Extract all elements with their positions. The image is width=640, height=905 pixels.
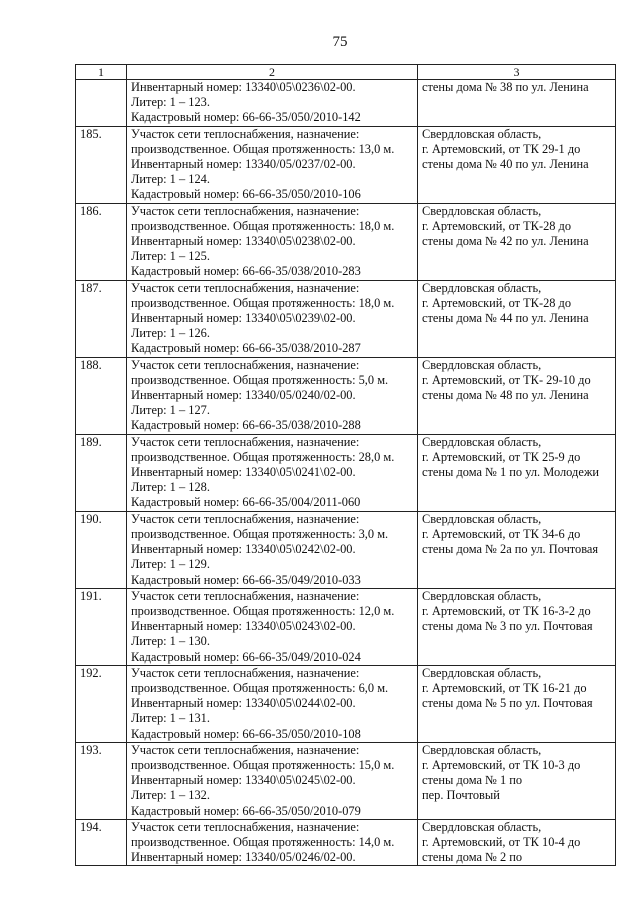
object-address — [418, 588, 616, 665]
object-description — [127, 126, 418, 203]
object-address — [418, 511, 616, 588]
description-line: Инвентарный номер: 13340/05/0246/02-00. — [131, 850, 356, 865]
description-line: производственное. Общая протяженность: 15,0 м. — [131, 757, 395, 772]
address-line: Свердловская область, — [422, 511, 542, 526]
address-line: стены дома № 48 по ул. Ленина — [422, 388, 589, 403]
object-description — [127, 80, 418, 127]
row-number: 188. — [76, 357, 127, 434]
object-address — [418, 665, 616, 742]
description-line: Участок сети теплоснабжения, назначение: — [131, 742, 360, 757]
description-line: производственное. Общая протяженность: 3,0 м. — [131, 526, 389, 541]
object-address — [418, 280, 616, 357]
description-line: Кадастровый номер: 66-66-35/038/2010-283 — [131, 264, 361, 279]
address-line: г. Артемовский, от ТК-28 до — [422, 295, 572, 310]
description-line: Кадастровый номер: 66-66-35/038/2010-287 — [131, 341, 361, 356]
object-description — [127, 434, 418, 511]
description-line: Литер: 1 – 126. — [131, 326, 210, 341]
description-line: производственное. Общая протяженность: 13,0 м. — [131, 141, 395, 156]
object-description — [127, 357, 418, 434]
description-line: Кадастровый номер: 66-66-35/004/2011-060 — [131, 495, 361, 510]
row-number: 191. — [76, 588, 127, 665]
description-line: Кадастровый номер: 66-66-35/050/2010-142 — [131, 110, 361, 125]
address-line: стены дома № 5 по ул. Почтовая — [422, 696, 593, 711]
address-line: Свердловская область, — [422, 280, 542, 295]
address-line: стены дома № 2а по ул. Почтовая — [422, 542, 599, 557]
description-line: Участок сети теплоснабжения, назначение: — [131, 357, 360, 372]
description-line: Кадастровый номер: 66-66-35/050/2010-106 — [131, 187, 361, 202]
description-line: Участок сети теплоснабжения, назначение: — [131, 665, 360, 680]
address-line: стены дома № 38 по ул. Ленина — [422, 80, 589, 94]
address-line: г. Артемовский, от ТК 29-1 до — [422, 141, 581, 156]
object-address — [418, 80, 616, 127]
description-line: Кадастровый номер: 66-66-35/049/2010-024 — [131, 649, 361, 664]
description-line: Участок сети теплоснабжения, назначение: — [131, 511, 360, 526]
description-line: Инвентарный номер: 13340\05\0236\02-00. — [131, 80, 356, 94]
property-registry-table — [75, 64, 616, 866]
column-header-1: 1 — [76, 65, 127, 80]
row-number — [76, 80, 127, 127]
row-number: 194. — [76, 819, 127, 866]
page-number: 75 — [332, 34, 348, 50]
address-line: г. Артемовский, от ТК 16-3-2 до — [422, 603, 591, 618]
description-line: Участок сети теплоснабжения, назначение: — [131, 819, 360, 834]
description-line: Литер: 1 – 132. — [131, 788, 210, 803]
table-row — [76, 742, 616, 819]
description-line: Инвентарный номер: 13340\05\0244\02-00. — [131, 696, 356, 711]
description-line: Кадастровый номер: 66-66-35/049/2010-033 — [131, 572, 361, 587]
description-line: Участок сети теплоснабжения, назначение: — [131, 203, 360, 218]
description-line: Литер: 1 – 128. — [131, 480, 210, 495]
table-row — [76, 588, 616, 665]
description-line: Литер: 1 – 123. — [131, 95, 210, 110]
description-line: Инвентарный номер: 13340\05\0245\02-00. — [131, 773, 356, 788]
address-line: г. Артемовский, от ТК 25-9 до — [422, 449, 581, 464]
table-body — [76, 80, 616, 866]
address-line: стены дома № 3 по ул. Почтовая — [422, 619, 593, 634]
table-row — [76, 203, 616, 280]
address-line: г. Артемовский, от ТК 10-3 до — [422, 757, 581, 772]
address-line: пер. Почтовый — [422, 788, 500, 803]
object-description — [127, 665, 418, 742]
address-line: стены дома № 1 по ул. Молодежи — [422, 465, 600, 480]
address-line: Свердловская область, — [422, 588, 542, 603]
header-row — [76, 65, 616, 80]
row-number: 190. — [76, 511, 127, 588]
address-line: Свердловская область, — [422, 203, 542, 218]
description-line: Литер: 1 – 129. — [131, 557, 210, 572]
row-number: 189. — [76, 434, 127, 511]
description-line: производственное. Общая протяженность: 5,0 м. — [131, 372, 389, 387]
table-row — [76, 280, 616, 357]
object-description — [127, 203, 418, 280]
address-line: г. Артемовский, от ТК 16-21 до — [422, 680, 587, 695]
object-description — [127, 588, 418, 665]
table-row — [76, 357, 616, 434]
table-row — [76, 80, 616, 127]
description-line: Литер: 1 – 131. — [131, 711, 210, 726]
object-address — [418, 357, 616, 434]
description-line: Литер: 1 – 124. — [131, 172, 210, 187]
table-row — [76, 665, 616, 742]
description-line: Кадастровый номер: 66-66-35/050/2010-108 — [131, 726, 361, 741]
row-number: 192. — [76, 665, 127, 742]
description-line: производственное. Общая протяженность: 18,0 м. — [131, 218, 395, 233]
description-line: производственное. Общая протяженность: 18,0 м. — [131, 295, 395, 310]
address-line: Свердловская область, — [422, 819, 542, 834]
object-description — [127, 511, 418, 588]
object-description — [127, 819, 418, 866]
address-line: Свердловская область, — [422, 742, 542, 757]
address-line: стены дома № 44 по ул. Ленина — [422, 311, 589, 326]
object-description — [127, 280, 418, 357]
description-line: Литер: 1 – 130. — [131, 634, 210, 649]
address-line: г. Артемовский, от ТК- 29-10 до — [422, 372, 591, 387]
description-line: Инвентарный номер: 13340/05/0240/02-00. — [131, 388, 356, 403]
description-line: Участок сети теплоснабжения, назначение: — [131, 126, 360, 141]
object-address — [418, 126, 616, 203]
description-line: производственное. Общая протяженность: 12,0 м. — [131, 603, 395, 618]
address-line: стены дома № 40 по ул. Ленина — [422, 157, 589, 172]
address-line: г. Артемовский, от ТК-28 до — [422, 218, 572, 233]
description-line: Участок сети теплоснабжения, назначение: — [131, 588, 360, 603]
row-number: 185. — [76, 126, 127, 203]
description-line: Литер: 1 – 127. — [131, 403, 210, 418]
description-line: Участок сети теплоснабжения, назначение: — [131, 434, 360, 449]
address-line: стены дома № 2 по — [422, 850, 523, 865]
row-number: 193. — [76, 742, 127, 819]
table-row — [76, 819, 616, 866]
address-line: Свердловская область, — [422, 434, 542, 449]
row-number: 186. — [76, 203, 127, 280]
table-row — [76, 434, 616, 511]
description-line: Инвентарный номер: 13340\05\0243\02-00. — [131, 619, 356, 634]
object-address — [418, 742, 616, 819]
description-line: Инвентарный номер: 13340\05\0239\02-00. — [131, 311, 356, 326]
address-line: Свердловская область, — [422, 126, 542, 141]
description-line: производственное. Общая протяженность: 6,0 м. — [131, 680, 389, 695]
object-description — [127, 742, 418, 819]
description-line: Инвентарный номер: 13340\05\0238\02-00. — [131, 234, 356, 249]
object-address — [418, 434, 616, 511]
object-address — [418, 819, 616, 866]
description-line: Инвентарный номер: 13340\05\0241\02-00. — [131, 465, 356, 480]
address-line: стены дома № 42 по ул. Ленина — [422, 234, 589, 249]
address-line: г. Артемовский, от ТК 34-6 до — [422, 526, 581, 541]
description-line: Кадастровый номер: 66-66-35/038/2010-288 — [131, 418, 361, 433]
column-header-3: 3 — [418, 65, 616, 80]
object-address — [418, 203, 616, 280]
description-line: Инвентарный номер: 13340\05\0242\02-00. — [131, 542, 356, 557]
address-line: Свердловская область, — [422, 357, 542, 372]
description-line: производственное. Общая протяженность: 28,0 м. — [131, 449, 395, 464]
address-line: г. Артемовский, от ТК 10-4 до — [422, 834, 581, 849]
description-line: Инвентарный номер: 13340/05/0237/02-00. — [131, 157, 356, 172]
column-header-2: 2 — [127, 65, 418, 80]
description-line: Участок сети теплоснабжения, назначение: — [131, 280, 360, 295]
table-row — [76, 511, 616, 588]
description-line: Литер: 1 – 125. — [131, 249, 210, 264]
address-line: Свердловская область, — [422, 665, 542, 680]
address-line: стены дома № 1 по — [422, 773, 523, 788]
table-row — [76, 126, 616, 203]
description-line: Кадастровый номер: 66-66-35/050/2010-079 — [131, 803, 361, 818]
row-number: 187. — [76, 280, 127, 357]
description-line: производственное. Общая протяженность: 14,0 м. — [131, 834, 395, 849]
